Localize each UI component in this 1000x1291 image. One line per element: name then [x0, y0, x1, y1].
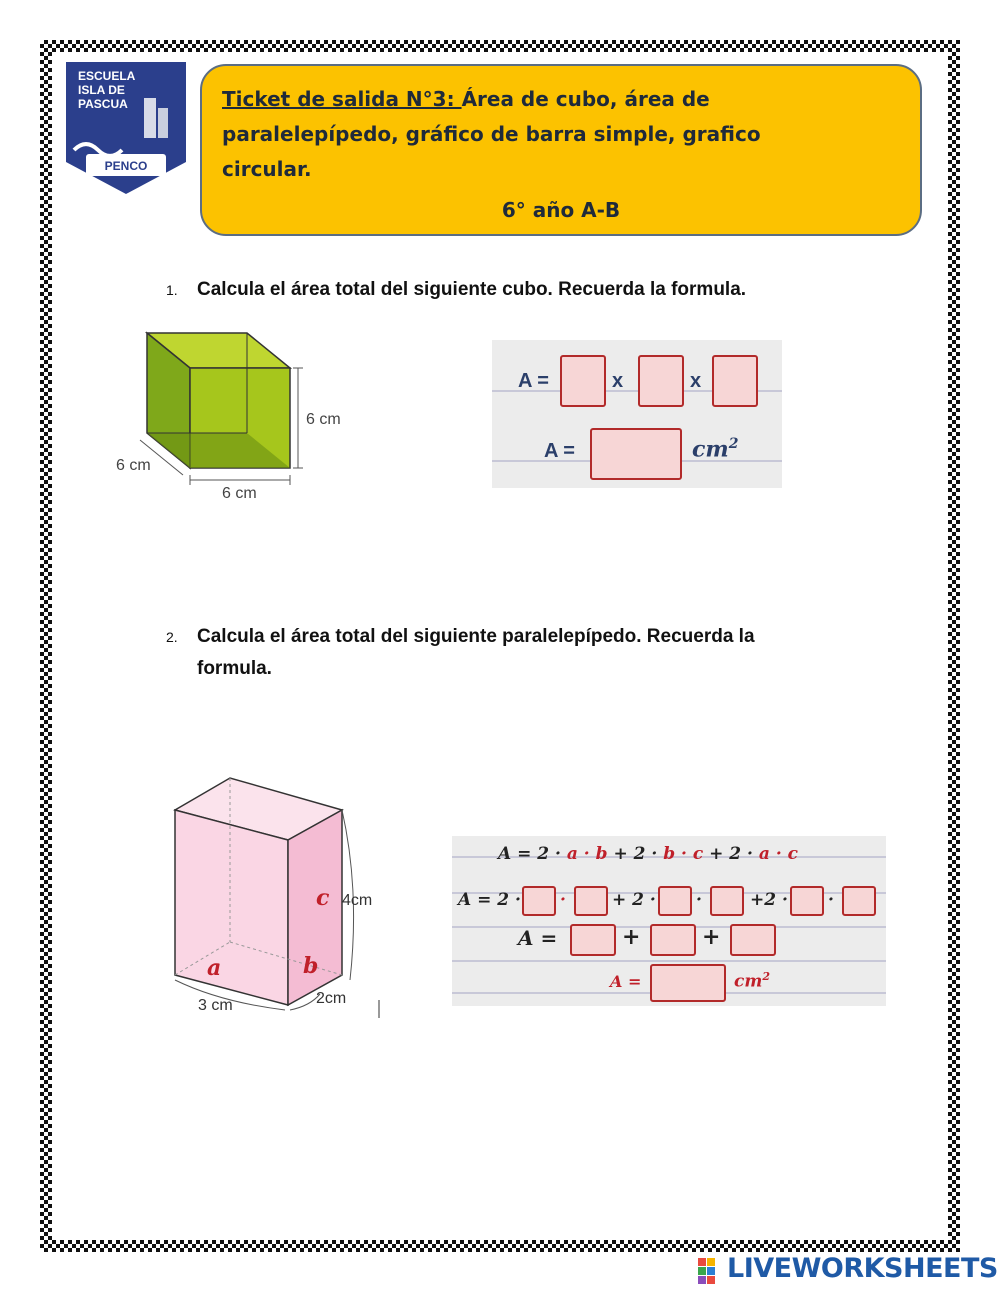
formula-2-unit: $cm^2$ — [734, 970, 770, 992]
logo-line1: ESCUELA — [78, 69, 136, 83]
formula-2-row3-plus1: + — [622, 924, 641, 950]
formula-2-row3-label: A = — [518, 926, 558, 950]
cube-width-label: 6 cm — [222, 485, 257, 502]
prism-area-input[interactable] — [650, 964, 726, 1002]
formula-1-line1-label: A = — [518, 370, 549, 392]
formula-2-row2-plus1: + 2 · — [612, 890, 656, 910]
prism-input-3c[interactable] — [730, 924, 776, 956]
cube-area-input[interactable] — [590, 428, 682, 480]
formula-2-row4-label: A = — [610, 972, 642, 991]
header-box — [200, 64, 922, 236]
prism-width-label: 3 cm — [198, 997, 233, 1014]
prism-input-2e[interactable] — [790, 886, 824, 916]
prism-input-3a[interactable] — [570, 924, 616, 956]
prism-height-label: 4cm — [342, 892, 373, 909]
question-2-line1: Calcula el área total del siguiente paralelepípedo. Recuerda la — [197, 626, 755, 647]
prism-label-a: a — [207, 955, 222, 981]
header-title-line1 — [222, 82, 900, 117]
cube-figure — [112, 328, 362, 506]
prism-input-2f[interactable] — [842, 886, 876, 916]
header-grade: 6° año A-B — [501, 198, 621, 222]
header-title-line3: circular. — [222, 157, 312, 181]
question-2-line2: formula. — [197, 658, 272, 679]
logo-town: PENCO — [104, 159, 148, 173]
liveworksheets-brand: LIVEWORKSHEETS — [727, 1253, 998, 1284]
question-2 — [166, 621, 917, 685]
formula-2-row2-plus2: +2 · — [750, 890, 788, 910]
prism-depth-label: 2cm — [316, 990, 347, 1007]
stray-mark — [378, 1000, 380, 1018]
question-1-text: Calcula el área total del siguiente cubo. Recuerda la formula. — [197, 279, 747, 300]
formula-2-row3-plus2: + — [702, 924, 721, 950]
prism-label-b: b — [303, 953, 319, 979]
formula-2-row2-prefix: A = 2 · — [458, 890, 521, 910]
formula-1-panel — [492, 340, 782, 488]
header-title-line2: paralelepípedo, gráfico de barra simple, grafico — [222, 122, 761, 146]
formula-2-row2-dot3: · — [828, 890, 834, 910]
cube-side-input-1[interactable] — [560, 355, 606, 407]
prism-input-3b[interactable] — [650, 924, 696, 956]
cube-height-label: 6 cm — [306, 411, 341, 428]
prism-label-c: c — [316, 885, 330, 911]
formula-1-unit: $cm^2$ — [692, 436, 739, 463]
school-logo — [66, 62, 186, 194]
cube-depth-label: 6 cm — [116, 457, 151, 474]
prism-figure — [160, 770, 390, 1020]
moai-icon — [144, 98, 156, 138]
question-1 — [166, 274, 917, 306]
formula-2-row2-dot1: · — [560, 890, 566, 910]
logo-line3: PASCUA — [78, 97, 128, 111]
formula-2-row1: A = 2 · a · b + 2 · b · c + 2 · a · c — [498, 844, 799, 864]
liveworksheets-logo-icon — [698, 1258, 724, 1284]
question-2-number: 2. — [166, 629, 178, 645]
logo-line2: ISLA DE — [78, 83, 125, 97]
header-title-underlined: Ticket de salida N°3: — [222, 87, 462, 111]
question-1-number: 1. — [166, 282, 178, 298]
header-title-rest: Área de cubo, área de — [461, 87, 710, 111]
formula-2-row2-dot2: · — [696, 890, 702, 910]
formula-1-line2-label: A = — [544, 440, 575, 462]
formula-1-times-1: x — [612, 370, 624, 392]
cube-side-input-2[interactable] — [638, 355, 684, 407]
prism-input-2b[interactable] — [574, 886, 608, 916]
prism-input-2c[interactable] — [658, 886, 692, 916]
prism-input-2d[interactable] — [710, 886, 744, 916]
formula-2-panel — [452, 836, 886, 1006]
prism-input-2a[interactable] — [522, 886, 556, 916]
formula-1-times-2: x — [690, 370, 702, 392]
cube-side-input-3[interactable] — [712, 355, 758, 407]
